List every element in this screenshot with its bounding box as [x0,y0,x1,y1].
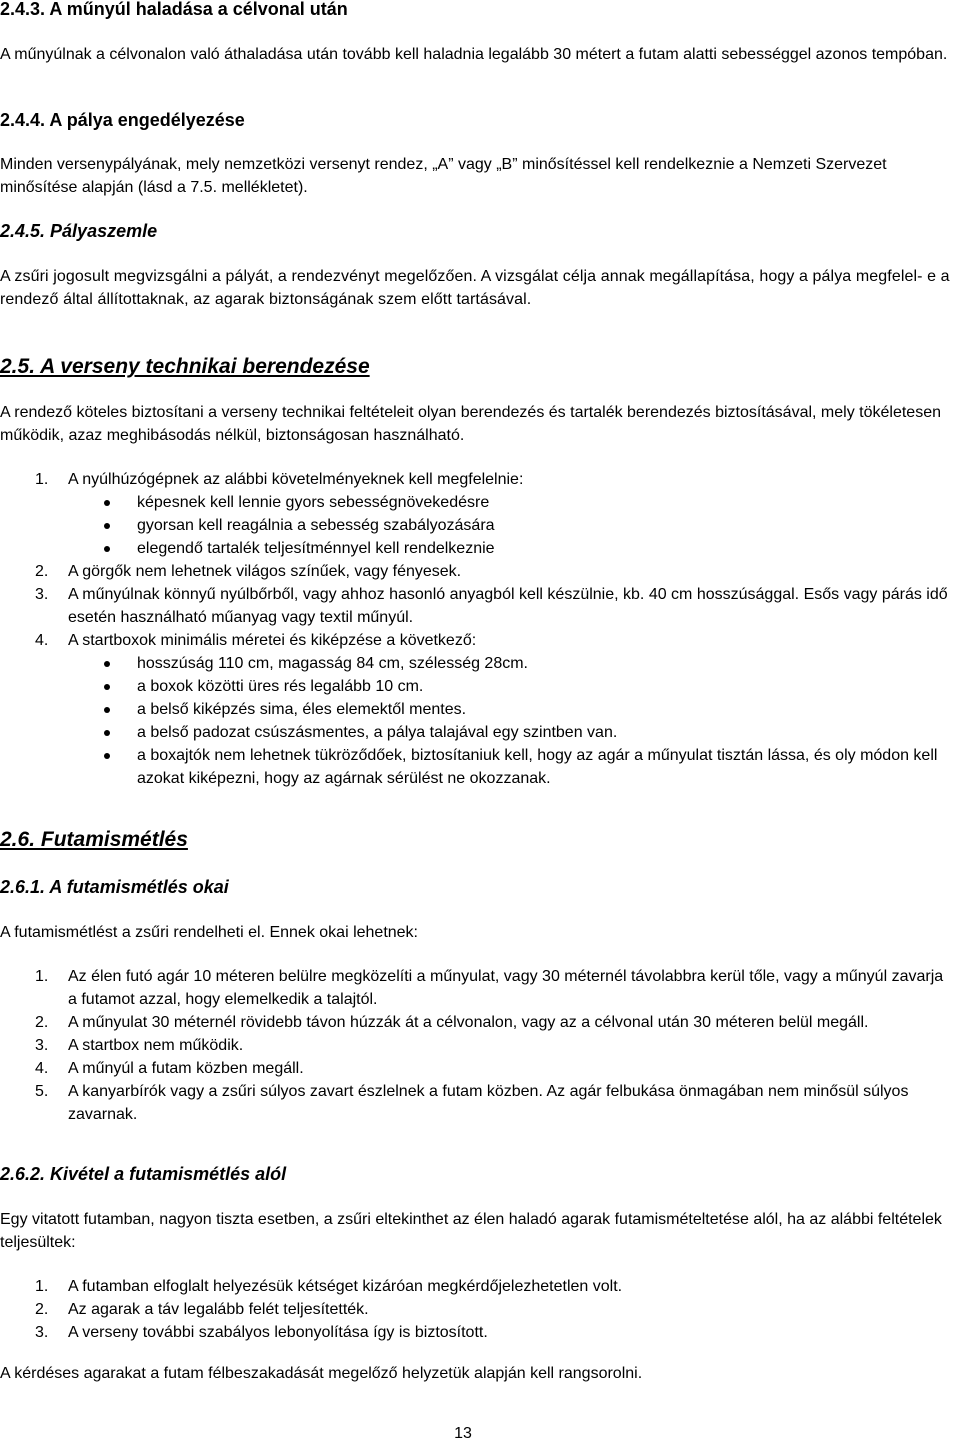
bullet-text: a boxajtók nem lehetnek tükröződőek, biztosítaniuk kell, hogy az agár a műnyulat tisztán lássa, és oly módon kell azokat kiképezni, hogy az agárnak sérülést ne okozzanak. [137,747,938,787]
list-item [0,1057,956,1080]
list-item [0,1080,956,1126]
bullet-text: a boxok közötti üres rés legalább 10 cm. [137,678,424,695]
bullet-text: a belső padozat csúszásmentes, a pálya talajával egy szintben van. [137,724,618,741]
list-2-6-1 [0,965,956,1126]
paragraph-2-4-4: Minden versenypályának, mely nemzetközi versenyt rendez, „A” vagy „B” minősítéssel kell rendelkeznie a Nemzeti Szervezet minősítése alapján (lásd a 7.5. mellékletet). [0,156,887,196]
bullet-text: gyorsan kell reagálnia a sebesség szabályozására [137,517,495,534]
paragraph-2-6-1: A futamismétlést a zsűri rendelheti el. Ennek okai lehetnek: [0,924,418,941]
list-item [0,629,956,652]
list-item [0,583,956,629]
bullet-text: elegendő tartalék teljesítménnyel kell rendelkeznie [137,540,495,557]
list-item [0,1275,956,1298]
list-number: 5. [35,1083,49,1100]
bullet-icon [104,523,110,529]
list-item-text: Az élen futó agár 10 méteren belülre megközelíti a műnyulat, vagy 30 méternél távolabbra kerül tőle, vagy a műnyúl zavarja a futamot azzal, hogy elemelkedik a talajtól. [68,968,944,1008]
bullet-icon [104,684,110,690]
list-item-text: A startboxok minimális méretei és kiképzése a következő: [68,632,477,649]
paragraph-2-5: A rendező köteles biztosítani a verseny technikai feltételeit olyan berendezés és tartalék berendezés biztosításával, mely tökéletesen működik, azaz meghibásodás nélkül, biztonságosan használható. [0,404,941,444]
list-item-text: Az agarak a táv legalább felét teljesítették. [68,1301,369,1318]
list-number: 2. [35,1301,49,1318]
section-heading-2-4-4: 2.4.4. A pálya engedélyezése [0,110,245,130]
list-number: 3. [35,1037,49,1054]
list-number: 4. [35,1060,49,1077]
bullet-item [0,537,956,560]
list-item-text: A műnyúlnak könnyű nyúlbőrből, vagy ahhoz hasonló anyagból kell készülnie, kb. 40 cm hosszúsággal. Esős vagy párás idő esetén használható műanyag vagy textil műnyúl. [68,586,948,626]
list-item [0,1034,956,1057]
list-number: 2. [35,1014,49,1031]
list-item-text: A futamban elfoglalt helyezésük kétséget kizáróan megkérdőjelezhetetlen volt. [68,1278,623,1295]
list-item-text: A kanyarbírók vagy a zsűri súlyos zavart észlelnek a futam közben. Az agár felbukása önmagában nem minősül súlyos zavarnak. [68,1083,909,1123]
bullet-item [0,721,956,744]
list-number: 2. [35,563,49,580]
section-heading-2-6: 2.6. Futamismétlés [0,828,188,851]
bullet-text: a belső kiképzés sima, éles elemektől mentes. [137,701,467,718]
list-item-text: A verseny további szabályos lebonyolítása így is biztosított. [68,1324,488,1341]
list-number: 3. [35,586,49,603]
bullet-item [0,514,956,537]
list-number: 3. [35,1324,49,1341]
bullet-icon [104,707,110,713]
list-item [0,965,956,1011]
bullet-item [0,491,956,514]
list-2-6-2 [0,1275,956,1344]
list-item [0,1298,956,1321]
list-item [0,1321,956,1344]
closing-paragraph: A kérdéses agarakat a futam félbeszakadását megelőző helyzetük alapján kell rangsorolni. [0,1365,643,1382]
paragraph-2-6-2: Egy vitatott futamban, nagyon tiszta esetben, a zsűri eltekinthet az élen haladó agarak futamismételtetése alól, ha az alábbi feltételek teljesültek: [0,1211,942,1251]
bullet-icon [104,753,110,759]
section-heading-2-6-1: 2.6.1. A futamismétlés okai [0,877,229,897]
list-number: 1. [35,968,49,985]
paragraph-2-4-3: A műnyúlnak a célvonalon való áthaladása után tovább kell haladnia legalább 30 métert a futam alatti sebességgel azonos tempóban. [0,46,948,63]
bullet-item [0,698,956,721]
section-heading-2-4-5: 2.4.5. Pályaszemle [0,221,158,241]
bullet-text: hosszúság 110 cm, magasság 84 cm, szélesség 28cm. [137,655,528,672]
list-item-text: A műnyúl a futam közben megáll. [68,1060,304,1077]
list-item [0,1011,956,1034]
list-number: 1. [35,471,49,488]
paragraph-2-4-5: A zsűri jogosult megvizsgálni a pályát, a rendezvényt megelőzően. A vizsgálat célja annak megállapítása, hogy a pálya megfelel- e a rendező által állítottaknak, az agarak biztonságának szem előtt tartásával. [0,268,950,308]
list-item-text: A műnyulat 30 méternél rövidebb távon húzzák át a célvonalon, vagy az a célvonal után 30 méteren belül megáll. [68,1014,869,1031]
list-item-text: A startbox nem működik. [68,1037,244,1054]
bullet-icon [104,500,110,506]
page-number: 13 [454,1425,472,1442]
bullet-item [0,744,956,790]
bullet-icon [104,730,110,736]
bullet-text: képesnek kell lennie gyors sebességnövekedésre [137,494,490,511]
bullet-icon [104,661,110,667]
bullet-item [0,675,956,698]
section-heading-2-5: 2.5. A verseny technikai berendezése [0,355,370,378]
bullet-item [0,652,956,675]
section-heading-2-4-3: 2.4.3. A műnyúl haladása a célvonal után [0,0,348,19]
bullet-icon [104,546,110,552]
list-number: 4. [35,632,49,649]
list-number: 1. [35,1278,49,1295]
list-2-5 [0,468,956,790]
section-heading-2-6-2: 2.6.2. Kivétel a futamismétlés alól [0,1164,287,1184]
list-item [0,560,956,583]
list-item-text: A görgők nem lehetnek világos színűek, vagy fényesek. [68,563,462,580]
list-item [0,468,956,491]
list-item-text: A nyúlhúzógépnek az alábbi követelményeknek kell megfelelnie: [68,471,524,488]
